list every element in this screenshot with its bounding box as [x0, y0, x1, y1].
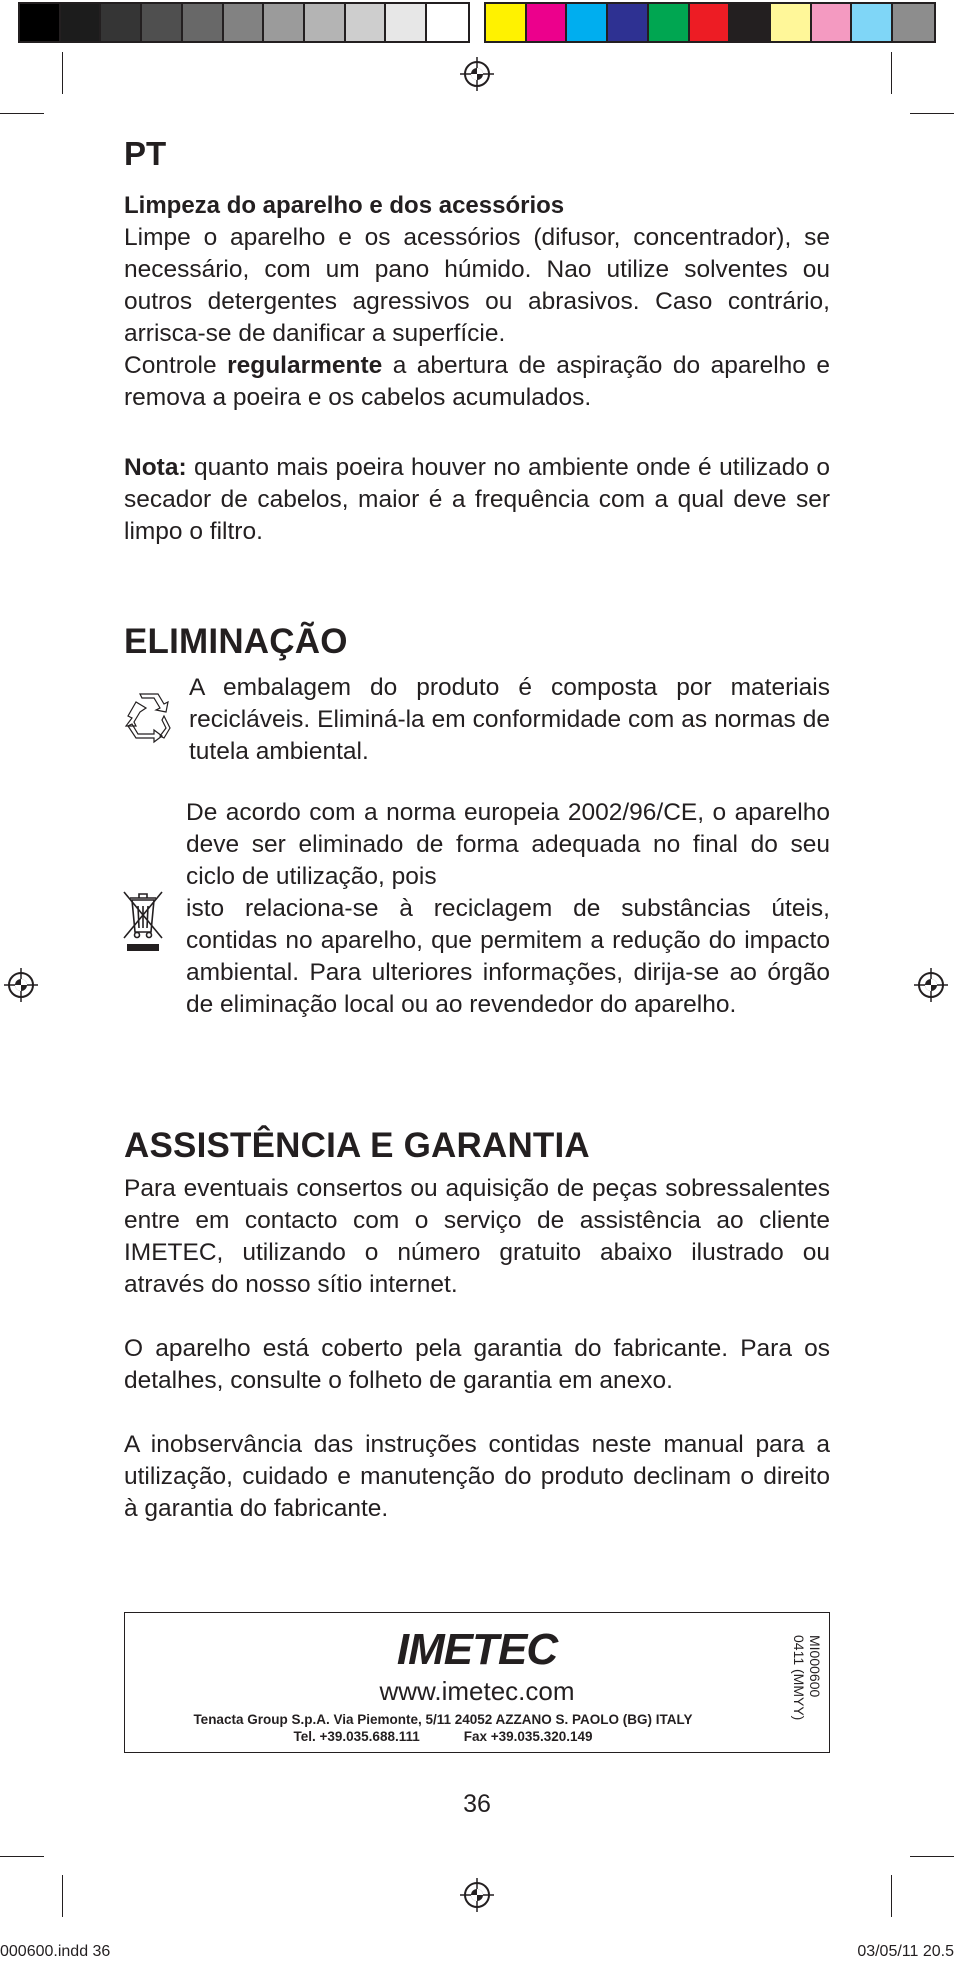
crop-mark — [891, 52, 892, 94]
gray-swatch — [264, 4, 305, 41]
crop-mark — [62, 52, 63, 94]
imetec-logo: IMETEC — [396, 1625, 558, 1674]
language-heading: PT — [124, 135, 167, 172]
warranty-paragraph-2: O aparelho está coberto pela garantia do fabricante. Para os detalhes, consulte o folheto de garantia em anexo. — [124, 1335, 830, 1394]
grayscale-color-bar — [18, 2, 470, 43]
document-code — [791, 1635, 823, 1720]
color-swatch — [812, 4, 853, 41]
page-number: 36 — [463, 1790, 491, 1818]
note-paragraph — [124, 452, 830, 548]
crop-mark — [62, 1875, 63, 1917]
weee-paragraph-2: isto relaciona-se à reciclagem de substâncias úteis, contidas no aparelho, que permitem a redução do impacto ambiental. Para ulteriores informações, dirija-se ao órgão de eliminação local ou ao revendedor do aparelho. — [186, 895, 830, 1018]
aspiration-paragraph — [124, 350, 830, 414]
gray-swatch — [427, 4, 468, 41]
gray-swatch — [183, 4, 224, 41]
phone-number: Tel. +39.035.688.111 — [293, 1729, 420, 1744]
color-swatch — [567, 4, 608, 41]
color-swatch — [649, 4, 690, 41]
process-color-bar — [484, 2, 936, 43]
warranty-section — [124, 1173, 830, 1525]
contact-line — [125, 1728, 761, 1745]
cleaning-subheading: Limpeza do aparelho e dos acessórios — [124, 192, 565, 219]
crop-mark — [910, 1856, 954, 1857]
weee-paragraph-1: De acordo com a norma europeia 2002/96/CE, o aparelho deve ser eliminado de forma adequada no final do seu ciclo de utilização, pois — [186, 799, 830, 890]
note-label: Nota: — [124, 454, 187, 481]
crop-mark — [910, 113, 954, 114]
website-link[interactable]: www.imetec.com — [379, 1676, 575, 1706]
gray-swatch — [20, 4, 61, 41]
slug-left: 000600.indd 36 — [0, 1943, 111, 1960]
color-swatch — [852, 4, 893, 41]
color-swatch — [730, 4, 771, 41]
gray-swatch — [305, 4, 346, 41]
aspiration-text-post: a abertura de aspiração do aparelho e remova a poeira e os cabelos acumulados. — [124, 352, 830, 411]
gray-swatch — [101, 4, 142, 41]
document-code-line2: 0411 (MMYY) — [791, 1635, 807, 1721]
warranty-heading: ASSISTÊNCIA E GARANTIA — [124, 1126, 590, 1165]
gray-swatch — [61, 4, 102, 41]
crop-mark — [0, 1856, 44, 1857]
disposal-heading: ELIMINAÇÃO — [124, 622, 348, 661]
warranty-paragraph-1: Para eventuais consertos ou aquisição de peças sobressalentes entre em contacto com o serviço de assistência ao cliente IMETEC, utilizando o número gratuito abaixo ilustrado ou através do nosso sítio internet. — [124, 1175, 830, 1298]
registration-mark-icon — [4, 968, 38, 1002]
gray-swatch — [142, 4, 183, 41]
aspiration-text-bold: regularmente — [227, 352, 383, 379]
fax-number: Fax +39.035.320.149 — [463, 1729, 593, 1744]
color-swatch — [771, 4, 812, 41]
manufacturer-info-box — [124, 1612, 830, 1753]
gray-swatch — [224, 4, 265, 41]
manufacturer-address — [125, 1711, 761, 1745]
color-swatch — [486, 4, 527, 41]
color-swatch — [893, 4, 934, 41]
recycle-icon — [122, 692, 174, 744]
crop-mark — [0, 113, 44, 114]
crossed-bin-icon — [120, 888, 166, 954]
registration-mark-icon — [914, 968, 948, 1002]
color-swatch — [690, 4, 731, 41]
note-text: quanto mais poeira houver no ambiente onde é utilizado o secador de cabelos, maior é a frequência com a qual deve ser limpo o filtro. — [124, 454, 830, 545]
cleaning-paragraph: Limpe o aparelho e os acessórios (difusor, concentrador), se necessário, com um pano húmido. Nao utilize solventes ou outros detergentes agressivos ou abrasivos. Caso contrário, arrisca-se de danificar a superfície. — [124, 224, 830, 347]
color-swatch — [608, 4, 649, 41]
crop-mark — [891, 1875, 892, 1917]
registration-mark-icon — [460, 1878, 494, 1912]
weee-paragraph-wrap — [186, 797, 830, 1021]
address-line: Tenacta Group S.p.A. Via Piemonte, 5/11 24052 AZZANO S. PAOLO (BG) ITALY — [193, 1712, 693, 1727]
warranty-paragraph-3: A inobservância das instruções contidas neste manual para a utilização, cuidado e manutenção do produto declinam o direito à garantia do fabricante. — [124, 1431, 830, 1522]
gray-swatch — [346, 4, 387, 41]
cleaning-section — [124, 190, 830, 414]
note-section — [124, 452, 830, 548]
gray-swatch — [386, 4, 427, 41]
recycle-paragraph: A embalagem do produto é composta por materiais recicláveis. Eliminá-la em conformidade com as normas de tutela ambiental. — [189, 674, 830, 765]
recycle-paragraph-wrap — [189, 672, 830, 768]
registration-mark-icon — [460, 57, 494, 91]
aspiration-text-pre: Controle — [124, 352, 228, 379]
slug-right: 03/05/11 20.5 — [857, 1943, 954, 1960]
document-code-line1: MI000600 — [807, 1635, 823, 1698]
color-swatch — [527, 4, 568, 41]
